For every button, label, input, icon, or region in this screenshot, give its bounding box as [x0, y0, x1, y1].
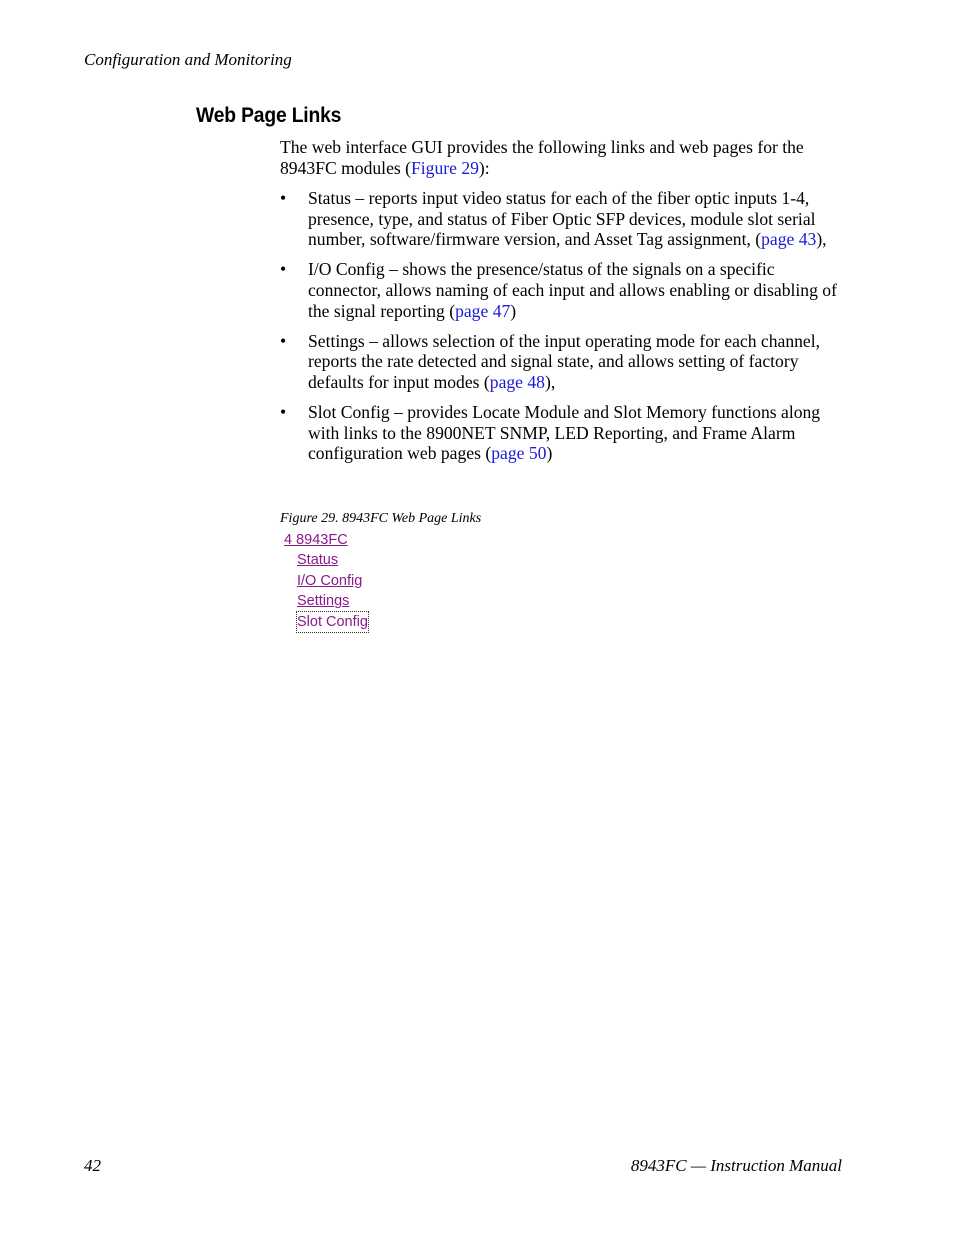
bullet-icon: • [280, 330, 287, 351]
bullet-icon: • [280, 259, 287, 280]
slot-config-link[interactable] [297, 612, 368, 632]
list-item-text: Settings – allows selection of the input operating mode for each channel, reports the rate detected and signal state, and allows setting of factory defaults for input modes ( [308, 330, 821, 392]
intro-paragraph [280, 137, 843, 178]
list-item-slot-config [280, 402, 843, 464]
list-item-text: I/O Config – shows the presence/status of the signals on a specific connector, allows naming of each input and allows enabling or disabling of the signal reporting ( [308, 259, 837, 321]
figure-caption: Figure 29. 8943FC Web Page Links [280, 511, 482, 526]
page-47-link[interactable]: page 47 [455, 300, 511, 321]
figure-29-link[interactable]: Figure 29 [410, 157, 479, 178]
list-item-text: Slot Config – provides Locate Module and Slot Memory functions along with links to the 8900NET SNMP, LED Reporting, and Frame Alarm configuration web pages ( [308, 402, 821, 464]
page-48-link[interactable]: page 48 [489, 371, 545, 392]
bullet-icon: • [280, 188, 287, 208]
list-item-text-end: ), [544, 371, 556, 392]
list-item-text-end: ) [510, 300, 517, 321]
list-item-text: Status – reports input video status for each of the fiber optic inputs 1-4, presence, type, and status of Fiber Optic SFP devices, module slot serial number, software/firmware version, and Asset Tag assignment, ( [308, 188, 816, 250]
manual-title: 8943FC — Instruction Manual [630, 1156, 842, 1175]
status-link[interactable]: Status [297, 552, 339, 569]
list-item-io-config [280, 259, 843, 321]
bullet-icon: • [280, 402, 287, 423]
section-title: Web Page Links [196, 104, 342, 127]
settings-link[interactable]: Settings [297, 593, 350, 610]
intro-text: The web interface GUI provides the following links and web pages for the 8943FC modules ( [280, 137, 804, 178]
running-head: Configuration and Monitoring [84, 50, 292, 69]
list-item-text-end: ) [546, 443, 553, 464]
intro-text-end: ): [478, 157, 490, 178]
list-item-text-end: ), [816, 229, 827, 250]
list-item-status [280, 188, 843, 250]
page-43-link[interactable]: page 43 [761, 229, 817, 250]
module-link[interactable]: 4 8943FC [284, 532, 348, 548]
feature-list [280, 188, 843, 474]
page-number: 42 [84, 1156, 101, 1175]
page-50-link[interactable]: page 50 [491, 443, 547, 464]
list-item-settings [280, 331, 843, 393]
web-page-links-figure [284, 530, 368, 632]
slot-config-link-label: Slot Config [297, 612, 368, 632]
io-config-link[interactable]: I/O Config [297, 572, 363, 589]
